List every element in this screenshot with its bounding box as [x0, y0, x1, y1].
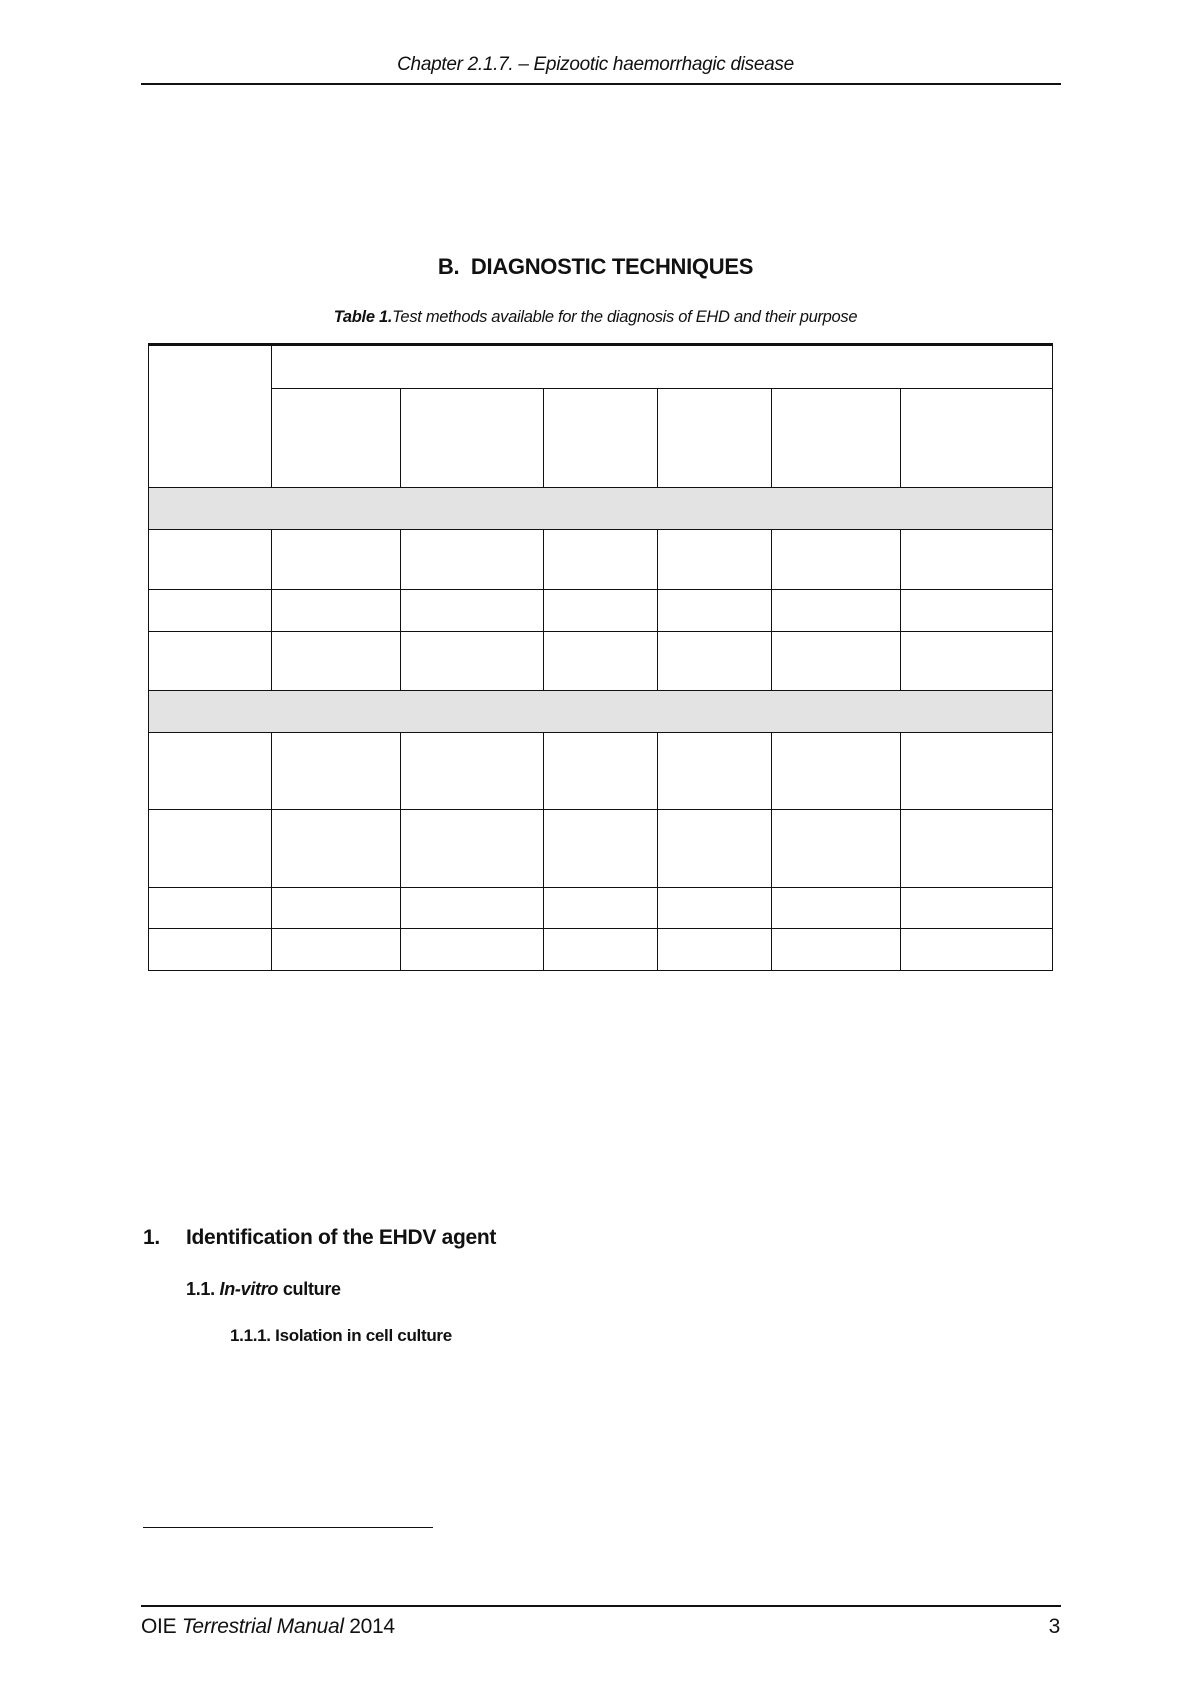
table-cell — [272, 733, 401, 810]
table-cell — [772, 888, 901, 929]
table-header-row — [149, 389, 1053, 488]
table-caption — [0, 308, 1191, 327]
heading-1-text: Identification of the EHDV agent — [186, 1226, 497, 1249]
heading-1-1-1-number: 1.1.1. — [230, 1326, 271, 1345]
footnote-rule — [143, 1527, 433, 1528]
table-cell — [658, 733, 772, 810]
table-cell — [149, 530, 272, 590]
table-cell — [901, 590, 1053, 632]
table-row — [149, 530, 1053, 590]
table-cell — [272, 590, 401, 632]
heading-1-number: 1. — [143, 1226, 160, 1249]
table-cell — [901, 888, 1053, 929]
table-cell — [272, 530, 401, 590]
table-header-row — [149, 345, 1053, 389]
page-number: 3 — [1048, 1615, 1060, 1638]
table-cell — [544, 590, 658, 632]
table-cell — [772, 810, 901, 888]
running-header: Chapter 2.1.7. – Epizootic haemorrhagic disease — [397, 54, 794, 75]
heading-1-1-text: culture — [278, 1279, 341, 1299]
table-header-cell — [658, 389, 772, 488]
table-group-row — [149, 691, 1053, 733]
table-cell — [658, 530, 772, 590]
section-letter: B. — [437, 254, 460, 279]
table-cell — [544, 530, 658, 590]
table-header-cell — [772, 389, 901, 488]
table-cell — [401, 888, 544, 929]
heading-1-1 — [186, 1279, 341, 1300]
table-cell — [658, 810, 772, 888]
table-header-cell — [272, 345, 1053, 389]
table-cell — [401, 590, 544, 632]
table-cell — [901, 530, 1053, 590]
table-cell — [401, 733, 544, 810]
table-cell — [149, 929, 272, 971]
table-group-cell — [149, 488, 1053, 530]
table-cell — [272, 632, 401, 691]
heading-1-1-1-text: Isolation in cell culture — [275, 1326, 452, 1345]
table-cell — [658, 929, 772, 971]
table-group-cell — [149, 691, 1053, 733]
table-cell — [901, 733, 1053, 810]
table-cell — [544, 929, 658, 971]
table-header-cell — [401, 389, 544, 488]
table-cell — [544, 810, 658, 888]
table-label: Table 1. — [333, 308, 393, 326]
footer-year: 2014 — [349, 1615, 395, 1638]
table-row — [149, 590, 1053, 632]
table-cell — [149, 888, 272, 929]
table-cell — [401, 530, 544, 590]
table-cell — [401, 929, 544, 971]
table-row — [149, 929, 1053, 971]
table-row — [149, 888, 1053, 929]
table-row — [149, 733, 1053, 810]
table-group-row — [149, 488, 1053, 530]
heading-1-1-italic: In-vitro — [219, 1279, 279, 1299]
footer-title — [141, 1615, 395, 1639]
table-cell — [658, 590, 772, 632]
heading-1-1-number: 1.1. — [186, 1279, 215, 1299]
table-header-cell — [149, 345, 272, 488]
table-cell — [901, 632, 1053, 691]
table-cell — [272, 929, 401, 971]
table-header-cell — [544, 389, 658, 488]
table-cell — [401, 632, 544, 691]
table-cell — [544, 888, 658, 929]
table-cell — [544, 632, 658, 691]
table-caption-text: Test methods available for the diagnosis of EHD and their purpose — [392, 308, 858, 326]
footer-org: OIE — [141, 1615, 177, 1638]
table-cell — [149, 810, 272, 888]
header-rule — [141, 83, 1061, 85]
section-title: DIAGNOSTIC TECHNIQUES — [470, 254, 754, 279]
table-header-cell — [901, 389, 1053, 488]
table-cell — [544, 733, 658, 810]
footer-rule — [141, 1605, 1061, 1607]
table-cell — [772, 929, 901, 971]
table-cell — [772, 530, 901, 590]
table-cell — [772, 733, 901, 810]
table-cell — [149, 590, 272, 632]
table-cell — [149, 632, 272, 691]
methods-table — [148, 343, 1053, 971]
table-cell — [901, 810, 1053, 888]
table-cell — [772, 590, 901, 632]
table-cell — [658, 632, 772, 691]
table-row — [149, 632, 1053, 691]
table-cell — [658, 888, 772, 929]
section-heading — [0, 254, 1191, 280]
footer-manual: Terrestrial Manual — [181, 1615, 344, 1638]
table-cell — [901, 929, 1053, 971]
table-cell — [772, 632, 901, 691]
table-cell — [149, 733, 272, 810]
table-header-cell — [272, 389, 401, 488]
table-row — [149, 810, 1053, 888]
heading-1-1-1 — [230, 1326, 452, 1346]
table-cell — [272, 888, 401, 929]
table-cell — [272, 810, 401, 888]
table-cell — [401, 810, 544, 888]
